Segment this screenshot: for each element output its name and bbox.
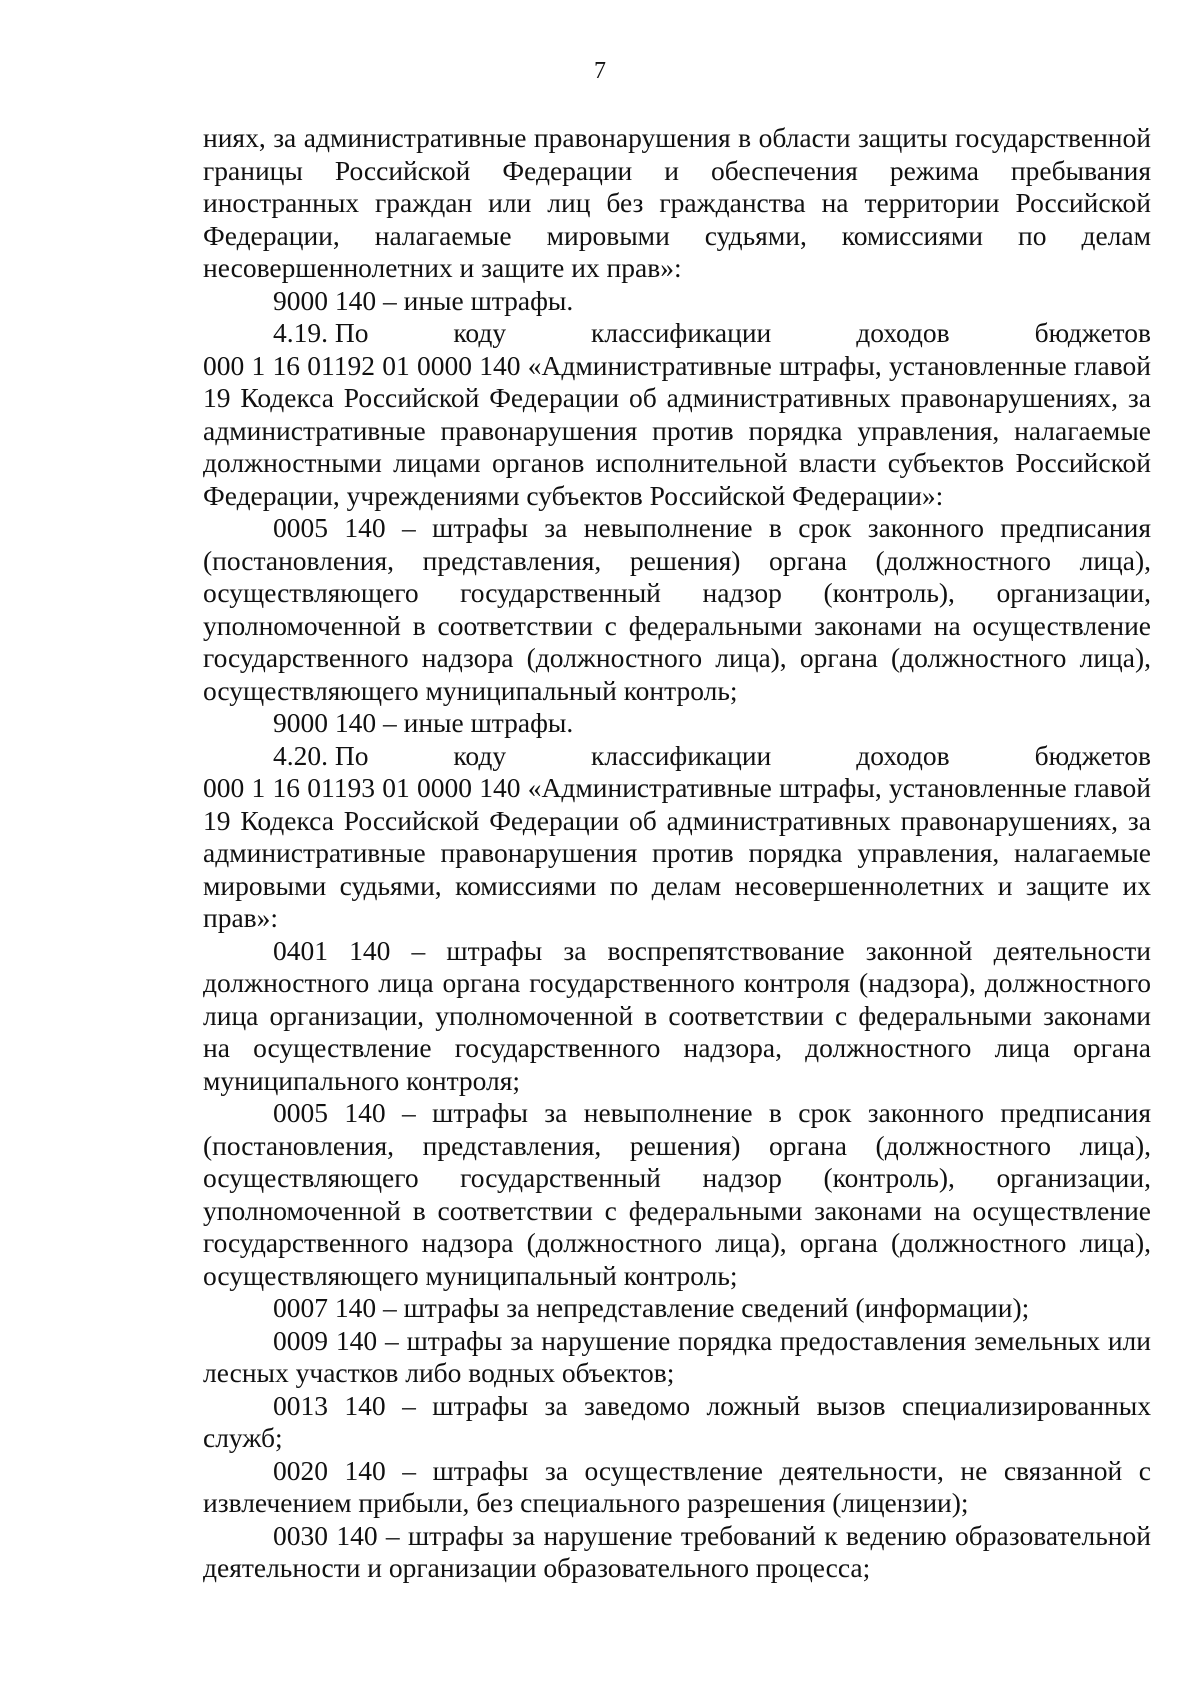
list-item: 0007 140 – штрафы за непредставление сведений (информации); [273, 1292, 1030, 1323]
section-body-4-20: 000 1 16 01193 01 0000 140 «Административные штрафы, установленные главой 19 Кодекса Российской Федерации об административных правонарушениях, за административные правонарушения против порядка управления, налагаемые мировыми судьями, комиссиями по делам несовершеннолетних и защите их прав»: [203, 772, 1151, 933]
list-item: 0005 140 – штрафы за невыполнение в срок законного предписания (постановления, представления, решения) органа (должностного лица), осуществляющего государственный надзор (контроль), организации, уполномоченной в соответствии с федеральными законами на осуществление государственного надзора (должностного лица), органа (должностного лица), осуществляющего муниципальный контроль; [203, 1097, 1151, 1291]
list-item: 0009 140 – штрафы за нарушение порядка предоставления земельных или лесных участков либо водных объектов; [203, 1324, 1151, 1388]
heading-word: классификации [591, 317, 772, 348]
heading-word: бюджетов [1034, 739, 1151, 771]
list-item: 0401 140 – штрафы за воспрепятствование законной деятельности должностного лица органа государственного контроля (надзора), должностного лица организации, уполномоченной в соответствии с федеральными законами на осуществление государственного надзора, должностного лица органа муниципального контроля; [203, 934, 1151, 1096]
heading-word: 4.19. По [273, 317, 369, 348]
document-body [203, 122, 1151, 1585]
page-number: 7 [594, 58, 606, 84]
heading-word: доходов [856, 317, 950, 348]
section-heading-4-19 [203, 317, 1151, 350]
list-item: 0020 140 – штрафы за осуществление деятельности, не связанной с извлечением прибыли, без специального разрешения (лицензии); [203, 1454, 1151, 1518]
heading-word: доходов [856, 739, 950, 771]
list-item: 0030 140 – штрафы за нарушение требований к ведению образовательной деятельности и организации образовательного процесса; [203, 1519, 1151, 1583]
heading-word: 4.20. По [273, 739, 369, 771]
heading-word: классификации [591, 739, 772, 771]
heading-word: коду [453, 317, 507, 348]
list-item: 9000 140 – иные штрафы. [273, 707, 574, 738]
continuation-paragraph: ниях, за административные правонарушения в области защиты государственной границы Российской Федерации и обеспечения режима пребывания иностранных граждан или лиц без гражданства на территории Российской Федерации, налагаемые мировыми судьями, комиссиями по делам несовершеннолетних и защите их прав»: [203, 122, 1151, 283]
list-item: 0005 140 – штрафы за невыполнение в срок законного предписания (постановления, представления, решения) органа (должностного лица), осуществляющего государственный надзор (контроль), организации, уполномоченной в соответствии с федеральными законами на осуществление государственного надзора (должностного лица), органа (должностного лица), осуществляющего муниципальный контроль; [203, 512, 1151, 706]
heading-word: бюджетов [1034, 317, 1151, 348]
list-item: 9000 140 – иные штрафы. [273, 284, 574, 316]
section-heading-4-20 [203, 740, 1151, 773]
heading-word: коду [453, 739, 507, 771]
section-body-4-19: 000 1 16 01192 01 0000 140 «Административные штрафы, установленные главой 19 Кодекса Российской Федерации об административных правонарушениях, за административные правонарушения против порядка управления, налагаемые должностными лицами органов исполнительной власти субъектов Российской Федерации, учреждениями субъектов Российской Федерации»: [203, 349, 1151, 511]
list-item: 0013 140 – штрафы за заведомо ложный вызов специализированных служб; [203, 1389, 1151, 1453]
